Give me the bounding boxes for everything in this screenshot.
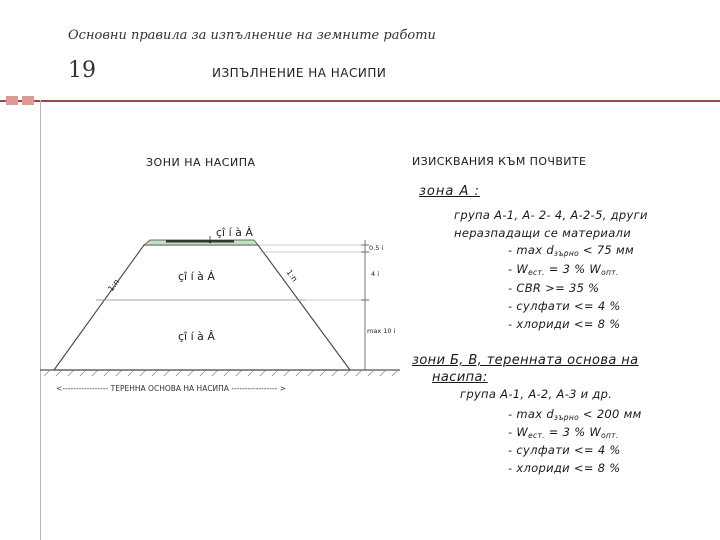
course-title: Основни правила за изпълнение на земните работи xyxy=(68,28,436,43)
slide-number: 19 xyxy=(68,58,96,83)
embankment-outline xyxy=(54,245,350,370)
dim-label-zone-c: max 10 i xyxy=(367,327,396,335)
zone-bv-req-moisture: - $W_{ест.} = 3$ % $W_{опт.}$ xyxy=(508,425,619,440)
zone-a-req-cbr: - CBR >= 35 % xyxy=(508,281,600,295)
requirements-heading: ИЗИСКВАНИЯ КЪМ ПОЧВИТЕ xyxy=(412,155,587,168)
slope-right-label: 1:n xyxy=(284,267,300,284)
slope-left-label: 1:n xyxy=(106,277,122,294)
zone-a-req-max-d: - $\max d_{зърно} < 75$ мм xyxy=(508,243,634,258)
zone-a-req-moisture: - $W_{ест.} = 3$ % $W_{опт.}$ xyxy=(508,262,619,277)
zone-a-req-chlorides: - хлориди <= 8 % xyxy=(508,317,621,331)
zone-a-title: зона А : xyxy=(419,184,480,199)
zone-a-req-sulfates: - сулфати <= 4 % xyxy=(508,299,621,313)
dim-label-zone-a: 0.5 i xyxy=(369,244,384,252)
zone-a-groups-line1: група А-1, А- 2- 4, А-2-5, други xyxy=(454,208,648,222)
slide-title: ИЗПЪЛНЕНИЕ НА НАСИПИ xyxy=(212,66,387,80)
zone-bv-groups: група А-1, А-2, А-3 и др. xyxy=(460,387,613,401)
dim-label-zone-b: 4 i xyxy=(371,270,380,278)
zone-bv-req-chlorides: - хлориди <= 8 % xyxy=(508,461,621,475)
zones-heading: ЗОНИ НА НАСИПА xyxy=(146,156,256,169)
base-label: <----------------- ТЕРЕННА ОСНОВА НА НАСИПА ----------------- > xyxy=(56,384,286,393)
zone-bv-req-max-d: - $\max d_{зърно} < 200$ мм xyxy=(508,407,642,422)
zone-b-label: çî í à Á xyxy=(178,270,215,283)
zone-a-groups-line2: неразпадащи се материали xyxy=(454,226,631,240)
zone-bv-req-sulfates: - сулфати <= 4 % xyxy=(508,443,621,457)
zone-bv-title: зони Б, В, теренната основа на насипа: xyxy=(412,353,639,385)
zone-c-label: çî í à Â xyxy=(178,330,215,343)
pavement-layer xyxy=(166,240,234,243)
ground-hatch xyxy=(44,370,398,376)
zone-a-label: çî í à À xyxy=(216,226,253,239)
